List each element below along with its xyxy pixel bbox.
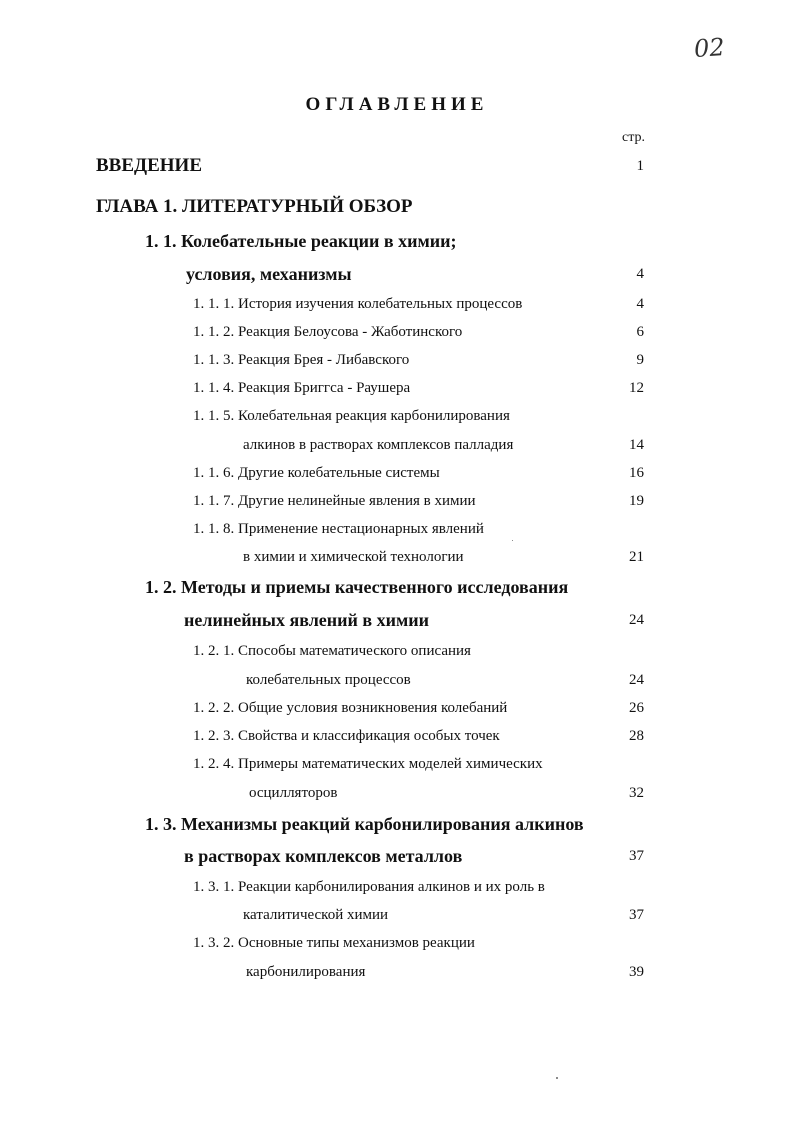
toc-entry-1-1-3 (193, 352, 409, 369)
toc-entry-1-1-5 (193, 408, 510, 425)
page-column-label: стр. (622, 130, 646, 145)
entry-page: 39 (629, 964, 644, 980)
entry-page: 9 (636, 352, 644, 368)
toc-entry-1-1-8 (193, 521, 484, 538)
entry-number: 1. 2. 3. (193, 728, 235, 744)
section-1-3-heading-cont: в растворах комплексов металлов (184, 846, 463, 866)
entry-title: Реакция Белоусова - Жаботинского (238, 324, 463, 340)
entry-page: 19 (629, 493, 644, 509)
toc-entry-1-2-1-cont: колебательных процессов (246, 672, 411, 688)
entry-page: 28 (629, 728, 644, 744)
toc-entry-1-1-6 (193, 465, 440, 482)
section-1-2-heading-cont: нелинейных явлений в химии (184, 610, 430, 630)
page-title: ОГЛАВЛЕНИЕ (305, 94, 489, 115)
toc-entry-1-1-5-cont: алкинов в растворах комплексов палладия (243, 437, 514, 453)
entry-page: 6 (636, 324, 644, 340)
entry-title: Реакция Бриггса - Раушера (238, 380, 411, 396)
entry-title: Применение нестационарных явлений (238, 521, 484, 537)
toc-entry-1-1-4 (193, 380, 410, 397)
scan-speck (512, 540, 513, 541)
section-1-1-heading: 1. 1. Колебательные реакции в химии; (145, 231, 457, 251)
toc-entry-1-2-1 (193, 643, 471, 660)
intro-page: 1 (636, 158, 644, 174)
entry-number: 1. 1. 2. (193, 324, 235, 340)
entry-number: 1. 1. 6. (193, 465, 235, 481)
entry-number: 1. 3. 2. (193, 935, 235, 951)
toc-entry-1-3-1 (193, 879, 545, 896)
entry-number: 1. 1. 4. (193, 380, 235, 396)
entry-title: Реакции карбонилирования алкинов и их роль в (238, 879, 545, 895)
entry-page: 14 (629, 437, 644, 453)
entry-number: 1. 2. 1. (193, 643, 235, 659)
section-1-1-page: 4 (636, 266, 644, 282)
toc-entry-1-2-3 (193, 728, 500, 745)
entry-title: Реакция Брея - Либавского (238, 352, 410, 368)
toc-entry-1-1-7 (193, 493, 476, 510)
entry-page: 24 (629, 672, 644, 688)
entry-title: История изучения колебательных процессов (238, 296, 523, 312)
entry-page: 32 (629, 785, 644, 801)
entry-title: Примеры математических моделей химических (238, 756, 543, 772)
entry-number: 1. 1. 5. (193, 408, 235, 424)
entry-number: 1. 2. 4. (193, 756, 235, 772)
toc-entry-1-3-1-cont: каталитической химии (243, 907, 389, 923)
toc-entry-1-2-4 (193, 756, 543, 773)
entry-page: 4 (636, 296, 644, 312)
entry-number: 1. 3. 1. (193, 879, 235, 895)
toc-entry-1-3-2 (193, 935, 475, 952)
entry-title: Колебательная реакция карбонилирования (238, 408, 510, 424)
section-1-1-heading-cont: условия, механизмы (186, 264, 352, 284)
entry-title: Основные типы механизмов реакции (238, 935, 475, 951)
scan-speck (556, 1077, 558, 1079)
section-1-3-page: 37 (629, 848, 644, 864)
toc-entry-1-2-4-cont: осцилляторов (249, 785, 338, 801)
entry-title: Другие нелинейные явления в химии (238, 493, 476, 509)
entry-page: 37 (629, 907, 644, 923)
entry-title: Способы математического описания (238, 643, 471, 659)
entry-page: 21 (629, 549, 644, 565)
entry-number: 1. 1. 3. (193, 352, 235, 368)
toc-entry-1-3-2-cont: карбонилирования (246, 964, 366, 980)
section-1-2-page: 24 (629, 612, 644, 628)
section-1-2-heading: 1. 2. Методы и приемы качественного исследования (145, 577, 569, 597)
chapter-1-heading: ГЛАВА 1. ЛИТЕРАТУРНЫЙ ОБЗОР (96, 196, 413, 217)
entry-title: Свойства и классификация особых точек (238, 728, 500, 744)
toc-entry-1-1-1 (193, 296, 522, 313)
toc-entry-1-2-2 (193, 700, 507, 717)
entry-title: Общие условия возникновения колебаний (238, 700, 508, 716)
toc-entry-1-1-2 (193, 324, 462, 341)
entry-number: 1. 2. 2. (193, 700, 235, 716)
entry-number: 1. 1. 8. (193, 521, 235, 537)
toc-entry-1-1-8-cont: в химии и химической технологии (243, 549, 464, 565)
section-1-3-heading: 1. 3. Механизмы реакций карбонилирования алкинов (145, 814, 584, 834)
entry-page: 26 (629, 700, 644, 716)
entry-page: 16 (629, 465, 644, 481)
entry-number: 1. 1. 7. (193, 493, 235, 509)
entry-number: 1. 1. 1. (193, 296, 235, 312)
handwritten-page-mark: 02 (693, 32, 726, 64)
intro-label: ВВЕДЕНИЕ (96, 155, 202, 176)
entry-page: 12 (629, 380, 644, 396)
entry-title: Другие колебательные системы (238, 465, 440, 481)
